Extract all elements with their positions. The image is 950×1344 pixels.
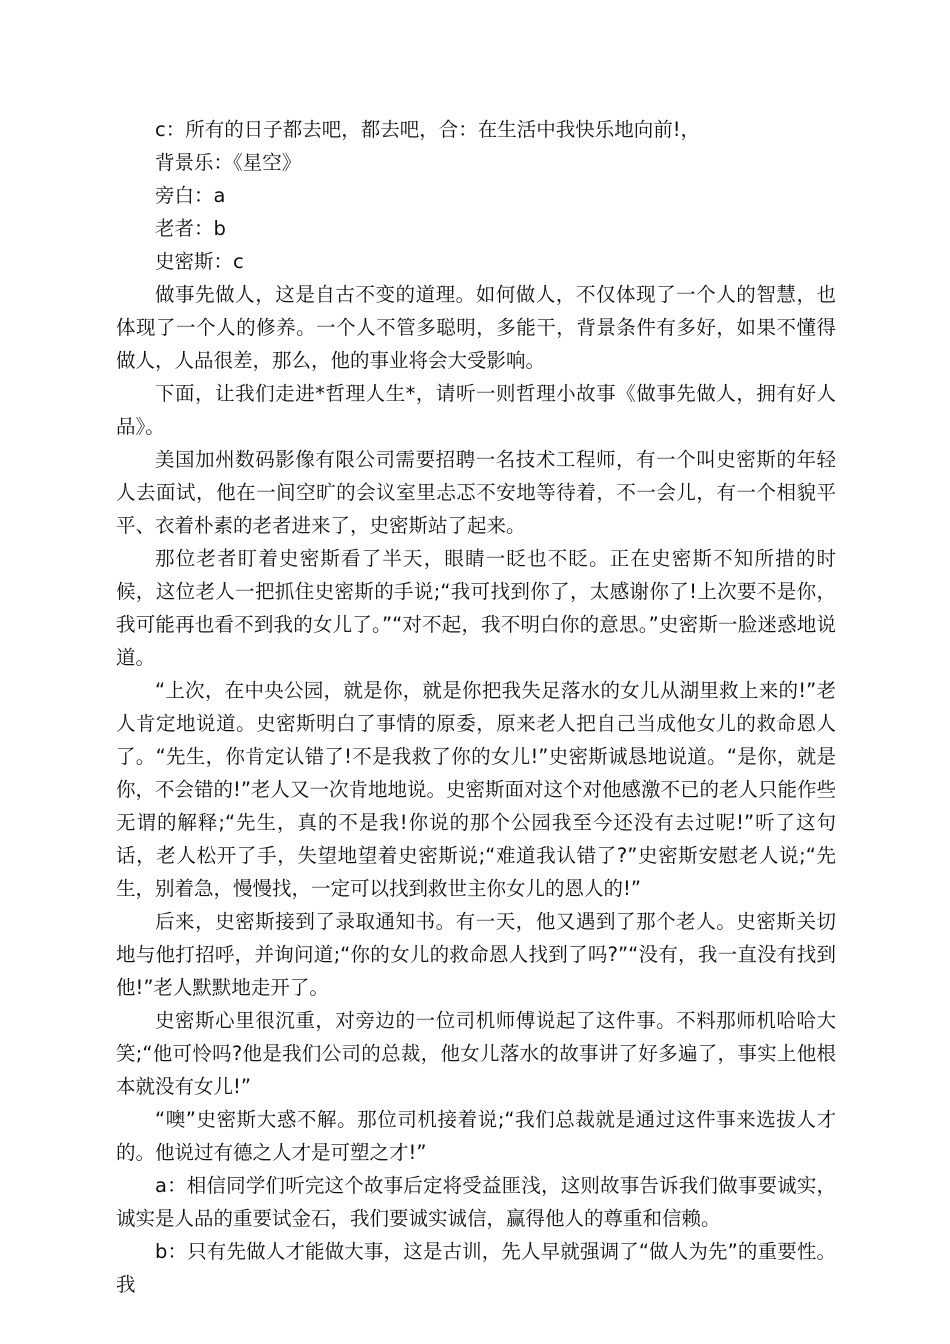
- paragraph-5: 史密斯：c: [155, 250, 244, 273]
- paragraph-3: 旁白：a: [155, 184, 226, 207]
- paragraph-4: 老者：b: [155, 217, 226, 240]
- paragraph-2: 背景乐：《星空》: [155, 151, 302, 174]
- paragraph-10: “上次，在中央公园，就是你，就是你把我失足落水的女儿从湖里救上来的!”老人肯定地说道。史密斯明白了事情的原委，原来老人把自己当成他女儿的救命恩人了。“先生，你肯定认错了!不是我救了你的女儿!”史密斯诚恳地说道。“是你，就是你，不会错的!”老人又一次肯地地说。史密斯面对这个对他感激不已的老人只能作些无谓的解释;“先生，真的不是我!你说的那个公园我至今还没有去过呢!”听了这句话，老人松开了手，失望地望着史密斯说;“难道我认错了?”史密斯安慰老人说;“先生，别着急，慢慢找，一定可以找到救世主你女儿的恩人的!”: [116, 679, 837, 900]
- paragraph-9: 那位老者盯着史密斯看了半天，眼睛一眨也不眨。正在史密斯不知所措的时候，这位老人一把抓住史密斯的手说;“我可找到你了，太感谢你了!上次要不是你，我可能再也看不到我的女儿了。”“对不起，我不明白你的意思。”史密斯一脸迷惑地说道。: [116, 547, 836, 669]
- paragraph-13: “噢”史密斯大惑不解。那位司机接着说;“我们总裁就是通过这件事来选拔人才的。他说过有德之人才是可塑之才!”: [116, 1108, 836, 1164]
- paragraph-7: 下面，让我们走进*哲理人生*，请听一则哲理小故事《做事先做人，拥有好人品》。: [116, 382, 836, 438]
- paragraph-11: 后来，史密斯接到了录取通知书。有一天，他又遇到了那个老人。史密斯关切地与他打招呼，并询问道;“你的女儿的救命恩人找到了吗?”“没有，我一直没有找到他!”老人默默地走开了。: [116, 910, 836, 999]
- paragraph-8: 美国加州数码影像有限公司需要招聘一名技术工程师，有一个叫史密斯的年轻人去面试，他在一间空旷的会议室里忐忑不安地等待着，不一会儿，有一个相貌平平、衣着朴素的老者进来了，史密斯站了起来。: [116, 448, 836, 537]
- paragraph-15: b：只有先做人才能做大事，这是古训，先人早就强调了“做人为先”的重要性。我: [116, 1240, 836, 1296]
- paragraph-12: 史密斯心里很沉重，对旁边的一位司机师傅说起了这件事。不料那师机哈哈大笑;“他可怜吗?他是我们公司的总裁，他女儿落水的故事讲了好多遍了，事实上他根本就没有女儿!”: [116, 1009, 836, 1098]
- paragraph-14: a：相信同学们听完这个故事后定将受益匪浅，这则故事告诉我们做事要诚实，诚实是人品的重要试金石，我们要诚实诚信，赢得他人的尊重和信赖。: [116, 1174, 836, 1230]
- paragraph-1: c：所有的日子都去吧，都去吧，合：在生活中我快乐地向前!，: [155, 118, 701, 141]
- paragraph-6: 做事先做人，这是自古不变的道理。如何做人，不仅体现了一个人的智慧，也体现了一个人的修养。一个人不管多聪明，多能干，背景条件有多好，如果不懂得做人，人品很差，那么，他的事业将会大受影响。: [116, 283, 836, 372]
- document-page: [116, 113, 836, 1301]
